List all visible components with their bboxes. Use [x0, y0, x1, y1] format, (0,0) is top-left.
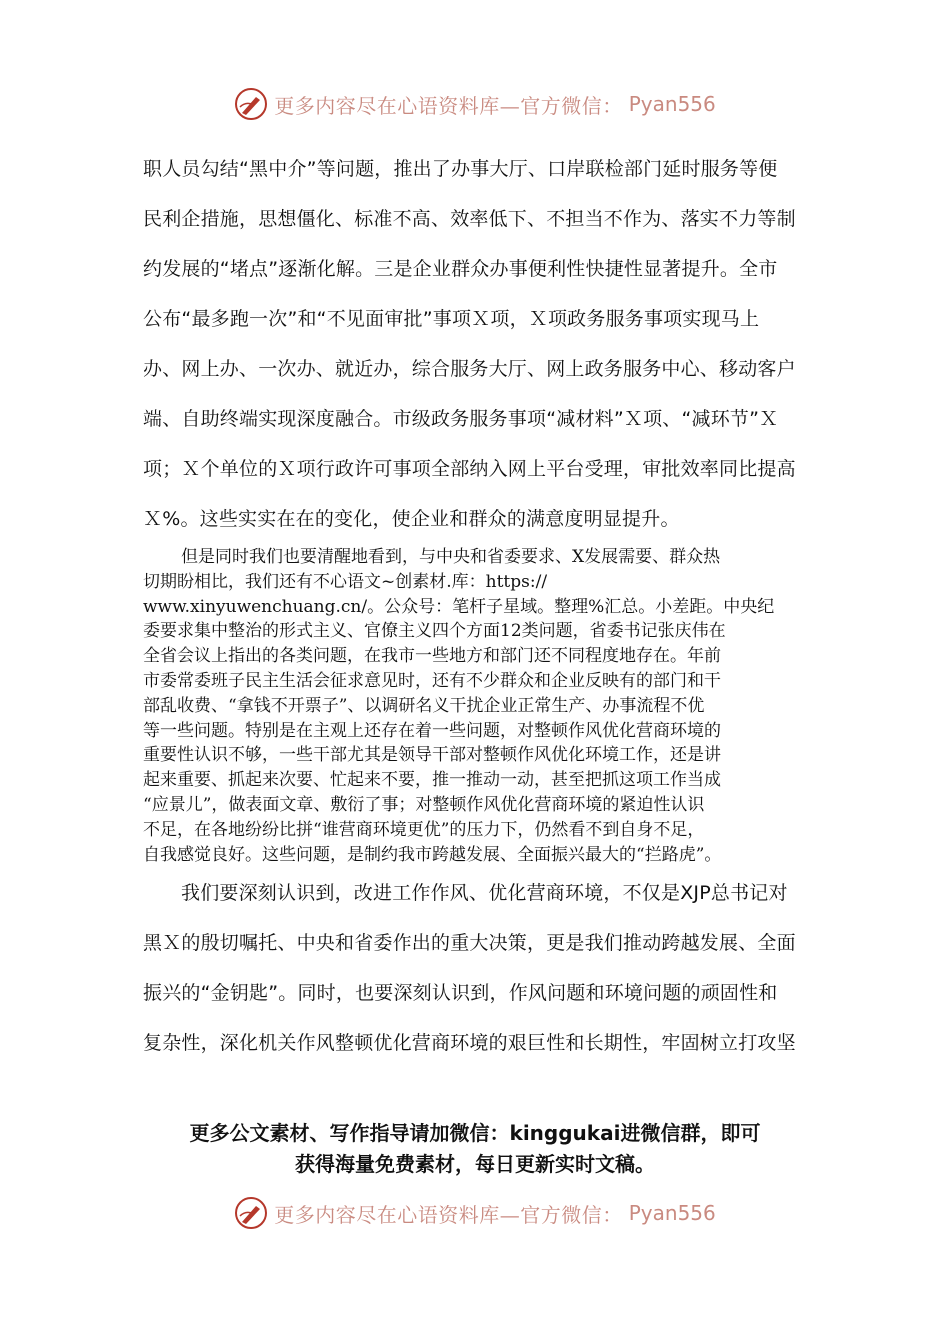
footer-watermark — [0, 1195, 950, 1231]
text-line: 全省会议上指出的各类问题，在我市一些地方和部门还不同程度地存在。年前 — [143, 646, 721, 667]
text-line: 市委常委班子民主生活会征求意见时，还有不少群众和企业反映有的部门和干 — [143, 670, 721, 691]
text-line: 职人员勾结“黑中介”等问题，推出了办事大厅、口岸联检部门延时服务等便 — [143, 158, 778, 180]
watermark-text: 更多内容尽在心语资料库—官方微信： — [274, 1202, 623, 1227]
text-line: 振兴的“金钥匙”。同时，也要深刻认识到，作风问题和环境问题的顽固性和 — [143, 982, 778, 1004]
text-line: 部乱收费、“拿钱不开票子”、以调研名义干扰企业正常生产、办事流程不优 — [143, 695, 705, 716]
text-line: 约发展的“堵点”逐渐化解。三是企业群众办事便利性快捷性显著提升。全市 — [143, 258, 778, 280]
text-line: 公布“最多跑一次”和“不见面审批”事项Ｘ项，Ｘ项政务服务事项实现马上 — [143, 308, 760, 330]
text-line: 委要求集中整治的形式主义、官僚主义四个方面12类问题，省委书记张庆伟在 — [143, 621, 726, 642]
text-line: 端、自助终端实现深度融合。市级政务服务事项“减材料”Ｘ项、“减环节”Ｘ — [143, 408, 779, 430]
text-line: 复杂性，深化机关作风整顿优化营商环境的艰巨性和长期性，牢固树立打攻坚 — [143, 1032, 796, 1054]
text-line: 起来重要、抓起来次要、忙起来不要，推一推动一动，甚至把抓这项工作当成 — [143, 770, 721, 791]
text-line: 我们要深刻认识到，改进工作作风、优化营商环境，不仅是XJP总书记对 — [181, 882, 788, 904]
text-line: 项；Ｘ个单位的Ｘ项行政许可事项全部纳入网上平台受理，审批效率同比提高 — [143, 458, 796, 480]
paragraph-2 — [143, 545, 807, 867]
text-line: 民利企措施，思想僵化、标准不高、效率低下、不担当不作为、落实不力等制 — [143, 208, 796, 230]
header-watermark — [0, 86, 950, 122]
paragraph-3 — [143, 868, 807, 1068]
text-line: 不足，在各地纷纷比拼“谁营商环境更优”的压力下，仍然看不到自身不足， — [143, 819, 705, 840]
footer-line-1: 更多公文素材、写作指导请加微信：kinggukai进微信群，即可 — [189, 1121, 761, 1145]
watermark-wechat-id: Pyan556 — [628, 1201, 716, 1225]
text-line: 黑Ｘ的殷切嘱托、中央和省委作出的重大决策，更是我们推动跨越发展、全面 — [143, 932, 796, 954]
text-line: “应景儿”，做表面文章、敷衍了事；对整顿作风优化营商环境的紧迫性认识 — [143, 794, 705, 815]
text-line: www.xinyuwenchuang.cn/。公众号：笔杆子星域。整理%汇总。小差距。中央纪 — [143, 596, 775, 617]
footer-line-2: 获得海量免费素材，每日更新实时文稿。 — [295, 1152, 655, 1176]
text-line: 自我感觉良好。这些问题，是制约我市跨越发展、全面振兴最大的“拦路虎”。 — [143, 844, 722, 865]
text-line: 但是同时我们也要清醒地看到，与中央和省委要求、X发展需要、群众热 — [181, 547, 721, 567]
text-line: Ｘ%。这些实实在在的变化，使企业和群众的满意度明显提升。 — [143, 508, 680, 530]
footer-promo — [110, 1118, 840, 1180]
pen-logo-icon — [234, 1196, 268, 1230]
text-line: 重要性认识不够，一些干部尤其是领导干部对整顿作风优化环境工作，还是讲 — [143, 745, 721, 766]
text-line: 等一些问题。特别是在主观上还存在着一些问题，对整顿作风优化营商环境的 — [143, 720, 721, 741]
watermark-text: 更多内容尽在心语资料库—官方微信： — [274, 93, 623, 118]
text-line: 切期盼相比，我们还有不心语文~创素材.库：https:// — [143, 571, 548, 592]
pen-logo-icon — [234, 87, 268, 121]
watermark-wechat-id: Pyan556 — [628, 92, 716, 116]
paragraph-1 — [143, 144, 807, 544]
text-line: 办、网上办、一次办、就近办，综合服务大厅、网上政务服务中心、移动客户 — [143, 358, 796, 380]
